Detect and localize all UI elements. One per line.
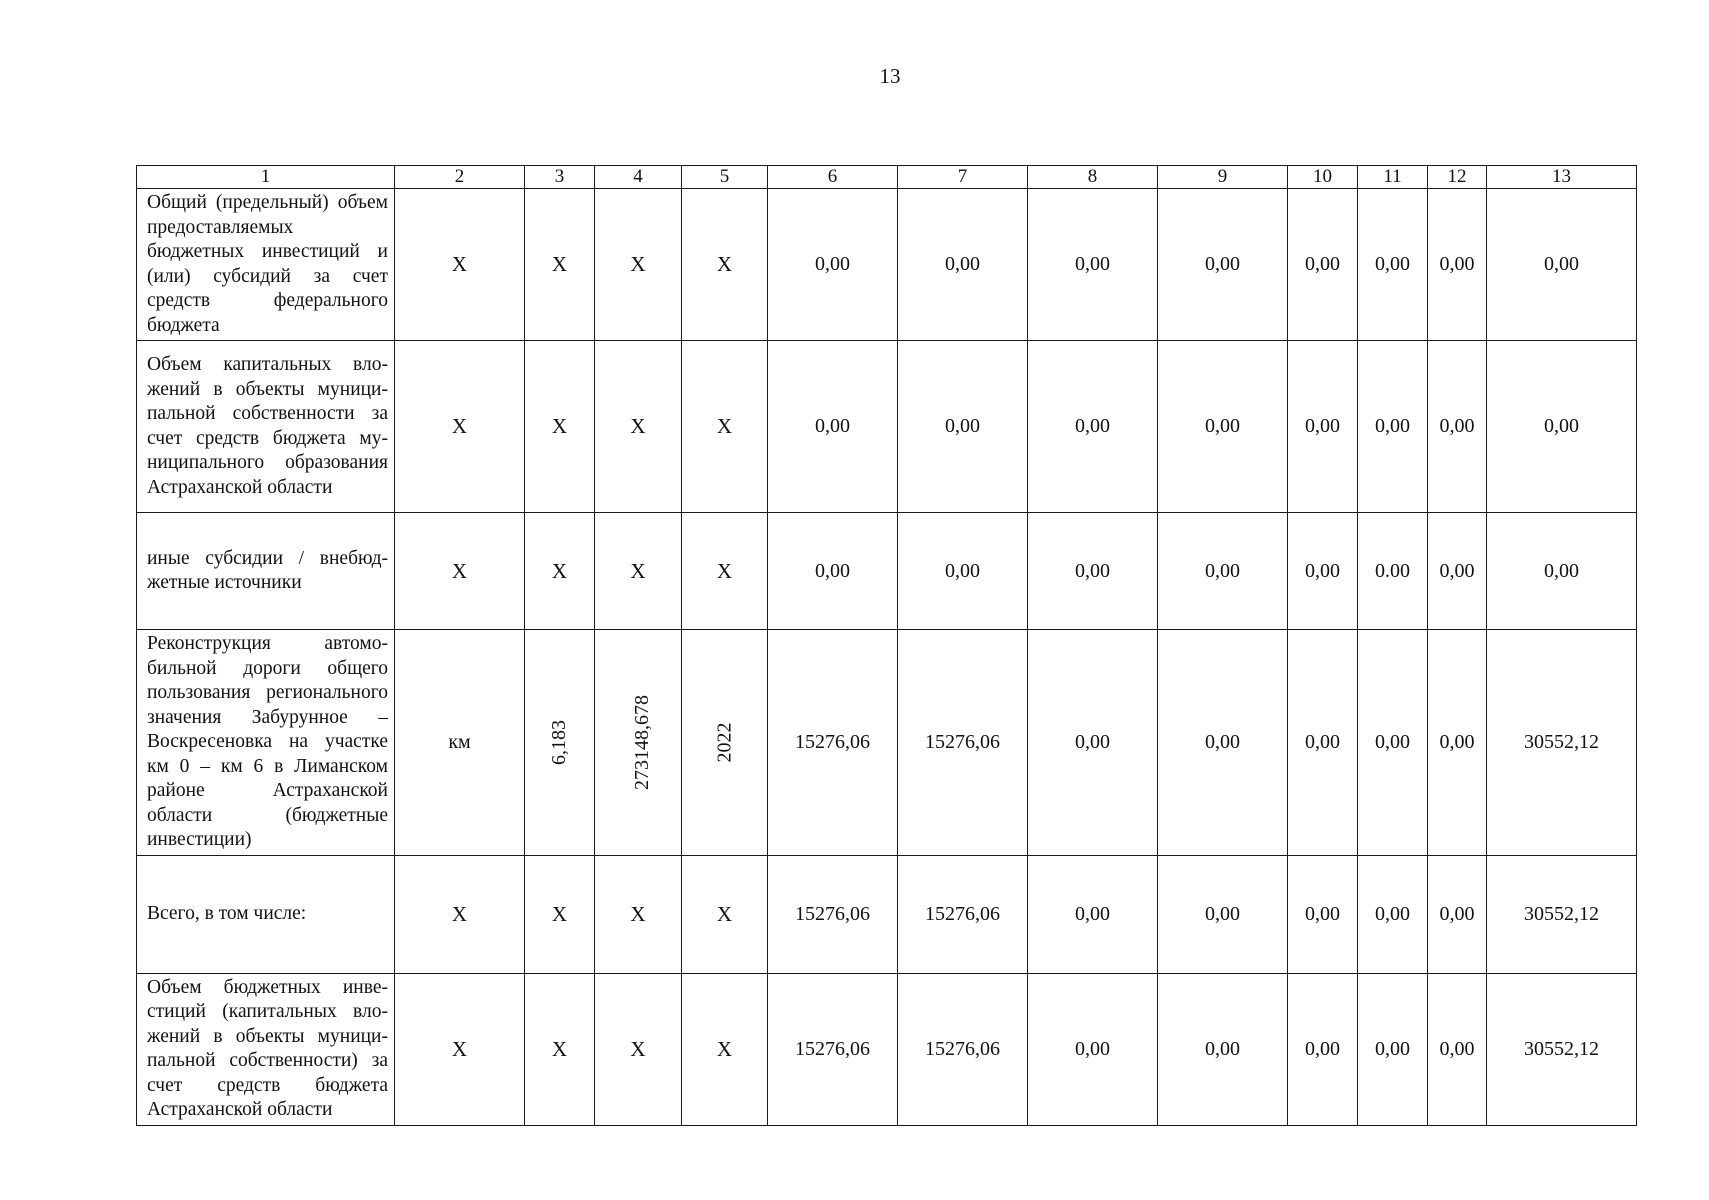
cell-col12: 0,00: [1428, 189, 1487, 341]
column-number-row: [137, 166, 1637, 189]
cell-col11: 0,00: [1358, 630, 1428, 856]
row-description: иные субсидии / внебюджетные источники: [137, 513, 395, 630]
cell-col8: 0,00: [1028, 513, 1158, 630]
cell-col9: 0,00: [1158, 341, 1288, 513]
cell-col5: [682, 630, 768, 856]
table-row: [137, 513, 1637, 630]
cell-col12: 0,00: [1428, 341, 1487, 513]
cell-col9: 0,00: [1158, 973, 1288, 1125]
column-header: 13: [1487, 166, 1637, 189]
column-header: 9: [1158, 166, 1288, 189]
cell-col3: [525, 630, 595, 856]
column-header: 3: [525, 166, 595, 189]
row-description: Объем капитальных вложений в объекты муниципальной собственности за счет средств бюджета муниципального образования Астраханской области: [137, 341, 395, 513]
page-number: 13: [879, 64, 901, 88]
cell-col5: Х: [682, 973, 768, 1125]
cell-col13: 0,00: [1487, 189, 1637, 341]
cell-col6: 15276,06: [768, 855, 898, 973]
cell-col12: 0,00: [1428, 513, 1487, 630]
cell-col8: 0,00: [1028, 973, 1158, 1125]
cell-col3: Х: [525, 855, 595, 973]
table-row: [137, 973, 1637, 1125]
cell-col7: 15276,06: [898, 855, 1028, 973]
cell-col3: Х: [525, 189, 595, 341]
cell-col6: 15276,06: [768, 973, 898, 1125]
cell-col12: 0,00: [1428, 630, 1487, 856]
cell-unit: Х: [395, 341, 525, 513]
cell-col11: 0,00: [1358, 855, 1428, 973]
column-header: 4: [595, 166, 682, 189]
cell-col11: 0.00: [1358, 513, 1428, 630]
row-description: Всего, в том числе:: [137, 855, 395, 973]
cell-col10: 0,00: [1288, 189, 1358, 341]
cell-col5-value: 2022: [713, 722, 735, 763]
column-header: 6: [768, 166, 898, 189]
cell-col3: Х: [525, 513, 595, 630]
column-header: 12: [1428, 166, 1487, 189]
column-header: 8: [1028, 166, 1158, 189]
cell-col9: 0,00: [1158, 630, 1288, 856]
table-row: [137, 855, 1637, 973]
cell-col13: 0,00: [1487, 341, 1637, 513]
cell-unit: Х: [395, 855, 525, 973]
cell-col13: 30552,12: [1487, 973, 1637, 1125]
cell-col11: 0,00: [1358, 341, 1428, 513]
cell-col5: Х: [682, 513, 768, 630]
cell-col8: 0,00: [1028, 189, 1158, 341]
cell-col10: 0,00: [1288, 630, 1358, 856]
cell-col13: 30552,12: [1487, 855, 1637, 973]
column-header: 2: [395, 166, 525, 189]
table-row: [137, 341, 1637, 513]
budget-table: [136, 165, 1637, 1126]
cell-col8: 0,00: [1028, 341, 1158, 513]
cell-col3: Х: [525, 973, 595, 1125]
row-description: Объем бюджетных инвестиций (капитальных вложений в объекты муниципальной собственности) за счет средств бюджета Астраханской области: [137, 973, 395, 1125]
cell-unit: Х: [395, 973, 525, 1125]
cell-col10: 0,00: [1288, 855, 1358, 973]
table-row: [137, 189, 1637, 341]
cell-unit: Х: [395, 513, 525, 630]
cell-col7: 15276,06: [898, 973, 1028, 1125]
cell-col11: 0,00: [1358, 973, 1428, 1125]
cell-col4: Х: [595, 855, 682, 973]
cell-col6: 15276,06: [768, 630, 898, 856]
cell-col5: Х: [682, 855, 768, 973]
cell-col7: 0,00: [898, 513, 1028, 630]
cell-col4-value: 273148,678: [631, 694, 653, 790]
column-header: 1: [137, 166, 395, 189]
row-description: Реконструкция автомобильной дороги общего пользования регионального значения Забурунное – Воскресеновка на участке км 0 – км 6 в Лиманском районе Астраханской области (бюджетные инвестиции): [137, 630, 395, 856]
cell-col11: 0,00: [1358, 189, 1428, 341]
column-header: 5: [682, 166, 768, 189]
cell-col9: 0,00: [1158, 189, 1288, 341]
cell-col3: Х: [525, 341, 595, 513]
column-header: 10: [1288, 166, 1358, 189]
cell-col5: Х: [682, 189, 768, 341]
column-header: 7: [898, 166, 1028, 189]
cell-col4: Х: [595, 189, 682, 341]
row-description: Общий (предельный) объем предоставляемых бюджетных инвестиций и (или) субсидий за счет средств федерального бюджета: [137, 189, 395, 341]
cell-col9: 0,00: [1158, 855, 1288, 973]
cell-col8: 0,00: [1028, 630, 1158, 856]
cell-col3-value: 6,183: [548, 719, 570, 765]
cell-unit: км: [395, 630, 525, 856]
cell-col4: Х: [595, 341, 682, 513]
cell-col10: 0,00: [1288, 341, 1358, 513]
cell-col4: Х: [595, 513, 682, 630]
cell-col4: [595, 630, 682, 856]
cell-col6: 0,00: [768, 513, 898, 630]
cell-col4: Х: [595, 973, 682, 1125]
cell-unit: Х: [395, 189, 525, 341]
cell-col12: 0,00: [1428, 973, 1487, 1125]
column-header: 11: [1358, 166, 1428, 189]
cell-col8: 0,00: [1028, 855, 1158, 973]
table-row: [137, 630, 1637, 856]
cell-col6: 0,00: [768, 341, 898, 513]
cell-col6: 0,00: [768, 189, 898, 341]
cell-col10: 0,00: [1288, 973, 1358, 1125]
cell-col12: 0,00: [1428, 855, 1487, 973]
cell-col7: 0,00: [898, 189, 1028, 341]
cell-col7: 0,00: [898, 341, 1028, 513]
cell-col10: 0,00: [1288, 513, 1358, 630]
cell-col5: Х: [682, 341, 768, 513]
cell-col13: 30552,12: [1487, 630, 1637, 856]
cell-col7: 15276,06: [898, 630, 1028, 856]
cell-col9: 0,00: [1158, 513, 1288, 630]
cell-col13: 0,00: [1487, 513, 1637, 630]
